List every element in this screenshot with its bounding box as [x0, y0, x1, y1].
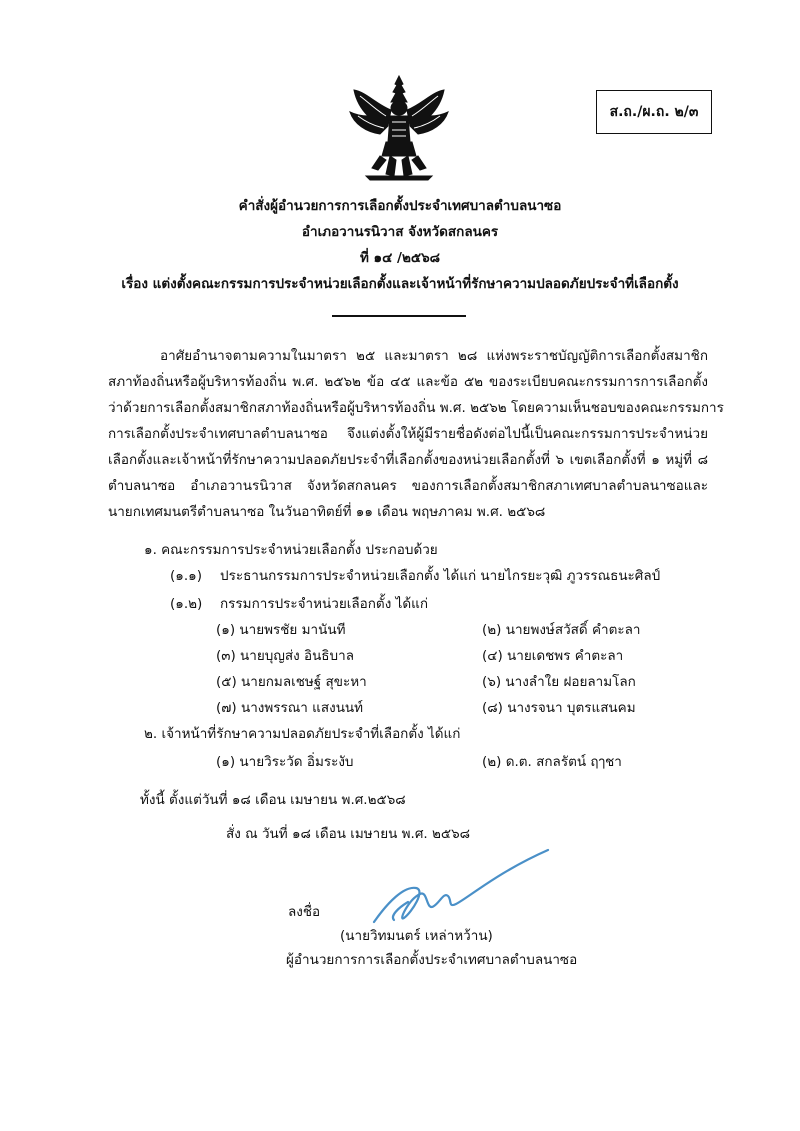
order-date: สั่ง ณ วันที่ ๑๘ เดือน เมษายน พ.ศ. ๒๕๖๘	[226, 826, 471, 842]
body-line: ว่าด้วยการเลือกตั้งสมาชิกสภาท้องถิ่นหรือผู้บริหารท้องถิ่น พ.ศ. ๒๕๖๒ โดยความเห็นชอบของคณะกรรมการ	[108, 400, 724, 416]
order-number: ที่ ๑๔ /๒๕๖๘	[359, 250, 441, 266]
signatory-name: (นายวิทมนตร์ เหล่าหว้าน)	[340, 928, 493, 944]
section1-item1-text: ประธานกรรมการประจำหน่วยเลือกตั้ง ได้แก่ นายไกรยะวุฒิ ภูวรรณธนะศิลป์	[220, 568, 661, 584]
body-line: อาศัยอำนาจตามความในมาตรา ๒๕ และมาตรา ๒๘ แห่งพระราชบัญญัติการเลือกตั้งสมาชิก	[160, 348, 708, 364]
order-title-line2: อำเภอวานรนิวาส จังหวัดสกลนคร	[301, 224, 499, 240]
security-officer: (๒) ด.ต. สกลรัตน์ ฤๅชา	[482, 754, 622, 770]
committee-member: (๔) นายเดชพร คำตะลา	[482, 648, 624, 664]
divider-line	[332, 315, 466, 317]
section2-heading: ๒. เจ้าหน้าที่รักษาความปลอดภัยประจำที่เลือกตั้ง ได้แก่	[144, 726, 461, 742]
committee-member: (๒) นายพงษ์สวัสดิ์ คำตะลา	[482, 622, 641, 638]
order-title-line1: คำสั่งผู้อำนวยการการเลือกตั้งประจำเทศบาลตำบลนาซอ	[238, 198, 562, 214]
body-line: นายกเทศมนตรีตำบลนาซอ ในวันอาทิตย์ที่ ๑๑ เดือน พฤษภาคม พ.ศ. ๒๕๖๘	[108, 504, 546, 520]
section1-item2-text: กรรมการประจำหน่วยเลือกตั้ง ได้แก่	[220, 596, 429, 612]
form-code: ส.ถ./ผ.ถ. ๒/๓	[609, 104, 699, 120]
garuda-emblem	[346, 72, 452, 182]
signatory-position: ผู้อำนวยการการเลือกตั้งประจำเทศบาลตำบลนาซอ	[286, 952, 578, 968]
body-line: การเลือกตั้งประจำเทศบาลตำบลนาซอ จึงแต่งตั้งให้ผู้มีรายชื่อดังต่อไปนี้เป็นคณะกรรมการประจำหน่วย	[108, 426, 708, 442]
body-line: ตำบลนาซอ อำเภอวานรนิวาส จังหวัดสกลนคร ของการเลือกตั้งสมาชิกสภาเทศบาลตำบลนาซอและ	[108, 478, 708, 494]
form-code-box	[596, 90, 712, 134]
body-line: เลือกตั้งและเจ้าหน้าที่รักษาความปลอดภัยประจำที่เลือกตั้งของหน่วยเลือกตั้งที่ ๖ เขตเลือกตั้งที่ ๑ หมู่ที่ ๘	[108, 452, 708, 468]
committee-member: (๑) นายพรชัย มานันที	[216, 622, 346, 638]
committee-member: (๓) นายบุญส่ง อินธิบาล	[216, 648, 354, 664]
committee-member: (๗) นางพรรณา แสงนนท์	[216, 700, 364, 716]
security-officer: (๑) นายวิระวัด อิ่มระงับ	[216, 754, 354, 770]
committee-member: (๘) นางรจนา บุตรแสนคม	[482, 700, 636, 716]
signature-label: ลงชื่อ	[288, 904, 321, 920]
body-line: สภาท้องถิ่นหรือผู้บริหารท้องถิ่น พ.ศ. ๒๕๖๒ ข้อ ๔๕ และข้อ ๕๒ ของระเบียบคณะกรรมการการเลือกตั้ง	[108, 374, 708, 390]
section1-item2-number: (๑.๒)	[170, 596, 203, 612]
section1-heading: ๑. คณะกรรมการประจำหน่วยเลือกตั้ง ประกอบด้วย	[144, 542, 438, 558]
effective-date: ทั้งนี้ ตั้งแต่วันที่ ๑๘ เดือน เมษายน พ.ศ.๒๕๖๘	[140, 792, 406, 808]
order-subject: เรื่อง แต่งตั้งคณะกรรมการประจำหน่วยเลือกตั้งและเจ้าหน้าที่รักษาความปลอดภัยประจำที่เลือกตั้ง	[121, 276, 679, 292]
committee-member: (๖) นางลำใย ฝอยลามโลก	[482, 674, 636, 690]
committee-member: (๕) นายกมลเชษฐ์ สุขะหา	[216, 674, 367, 690]
section1-item1-number: (๑.๑)	[170, 568, 202, 584]
